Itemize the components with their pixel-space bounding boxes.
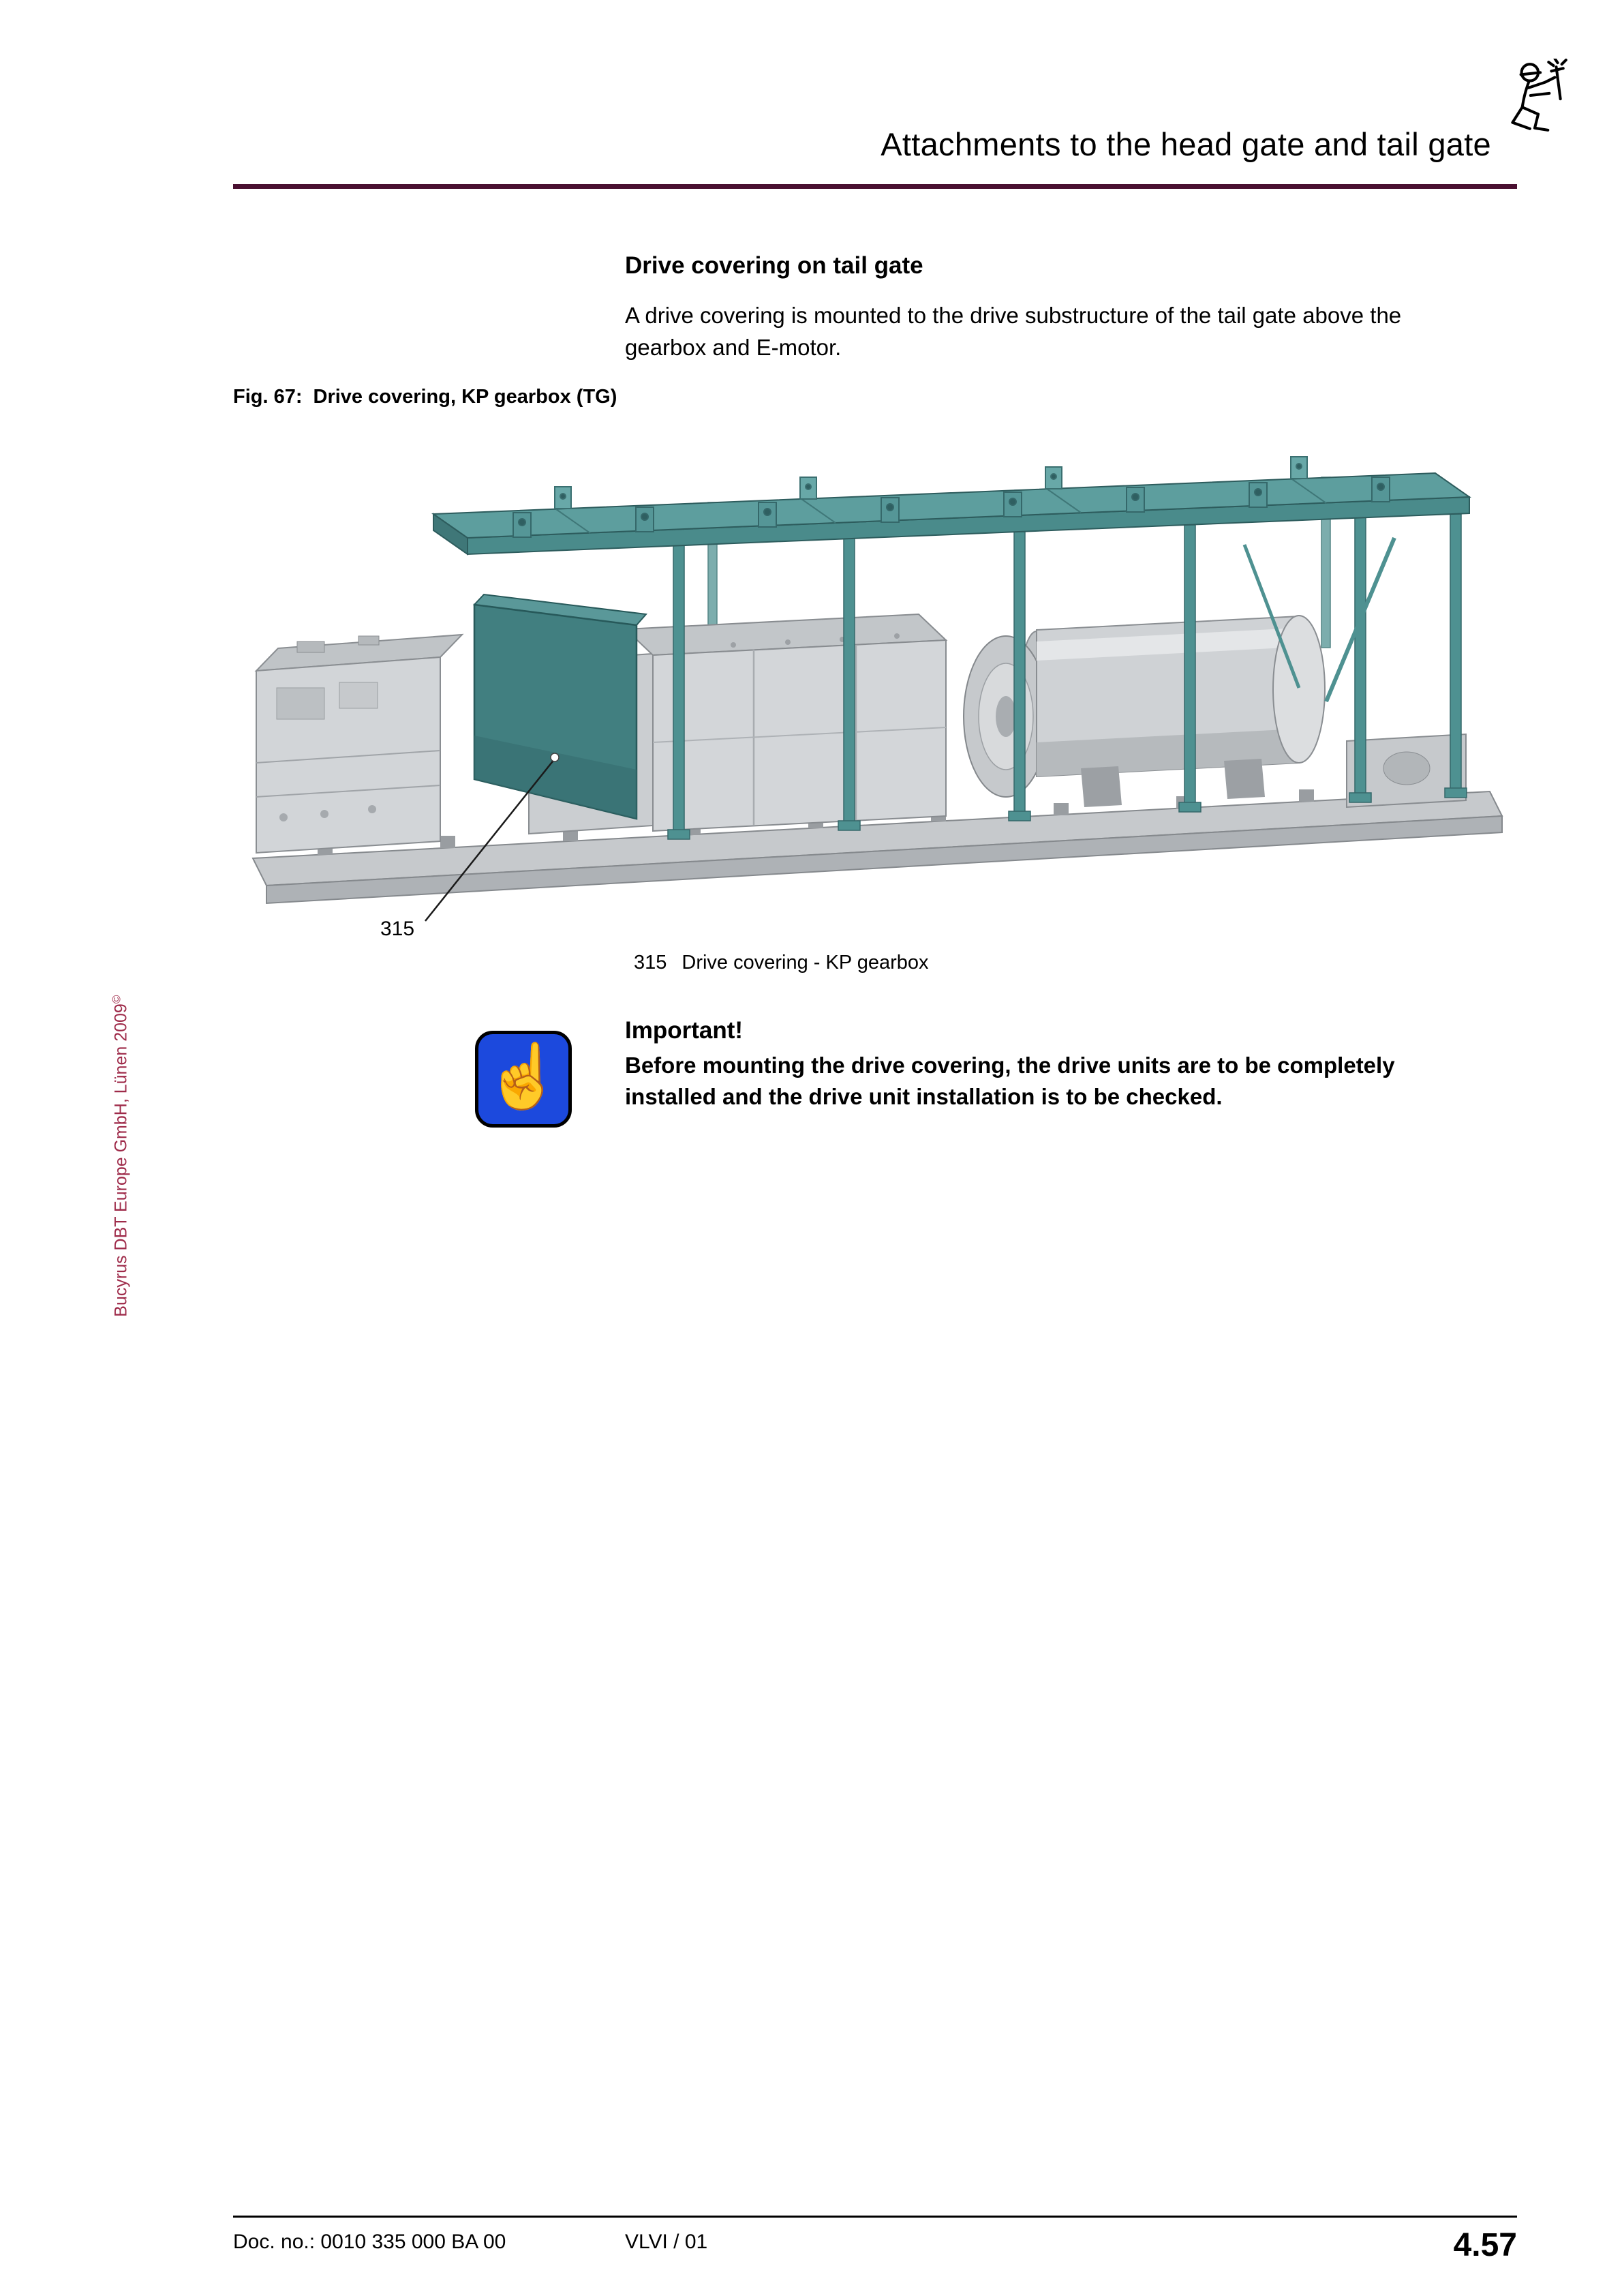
left-machine-block xyxy=(256,635,462,853)
figure-drawing xyxy=(236,442,1517,961)
sidebar-copyright-text: Bucyrus DBT Europe GmbH, Lünen 2009 xyxy=(111,1003,131,1317)
important-title: Important! xyxy=(625,1017,744,1044)
section-heading: Drive covering on tail gate xyxy=(625,252,923,279)
copyright-symbol: © xyxy=(110,995,123,1004)
legend-number: 315 xyxy=(634,952,667,973)
legend-text: Drive covering - KP gearbox xyxy=(682,952,929,973)
important-notice xyxy=(625,1017,1429,1112)
footer-divider-rule xyxy=(233,2216,1517,2218)
pointing-hand-icon xyxy=(475,1031,572,1128)
figure-caption-text: Drive covering, KP gearbox (TG) xyxy=(313,386,617,408)
figure-caption-label: Fig. 67: xyxy=(233,386,303,408)
figure-legend xyxy=(634,952,929,974)
header-divider-rule xyxy=(233,184,1517,189)
important-text: Before mounting the drive covering, the drive units are to be completely installed and the drive unit installation is to be checked. xyxy=(625,1053,1395,1109)
callout-number: 315 xyxy=(380,918,415,940)
sidebar-copyright xyxy=(110,965,131,1347)
page-number: 4.57 xyxy=(1453,2227,1517,2263)
page-title: Attachments to the head gate and tail gate xyxy=(881,126,1491,162)
hand-glyph: ☝ xyxy=(484,1042,563,1111)
top-frame xyxy=(433,473,1469,554)
figure-caption xyxy=(233,386,617,408)
drive-covering-panel xyxy=(474,594,646,819)
miner-worker-icon xyxy=(1498,59,1574,154)
footer-version: VLVI / 01 xyxy=(625,2231,708,2253)
section-body-text: A drive covering is mounted to the drive substructure of the tail gate above the gearbox and E-motor. xyxy=(625,303,1402,360)
footer-doc-number: Doc. no.: 0010 335 000 BA 00 xyxy=(233,2231,506,2253)
